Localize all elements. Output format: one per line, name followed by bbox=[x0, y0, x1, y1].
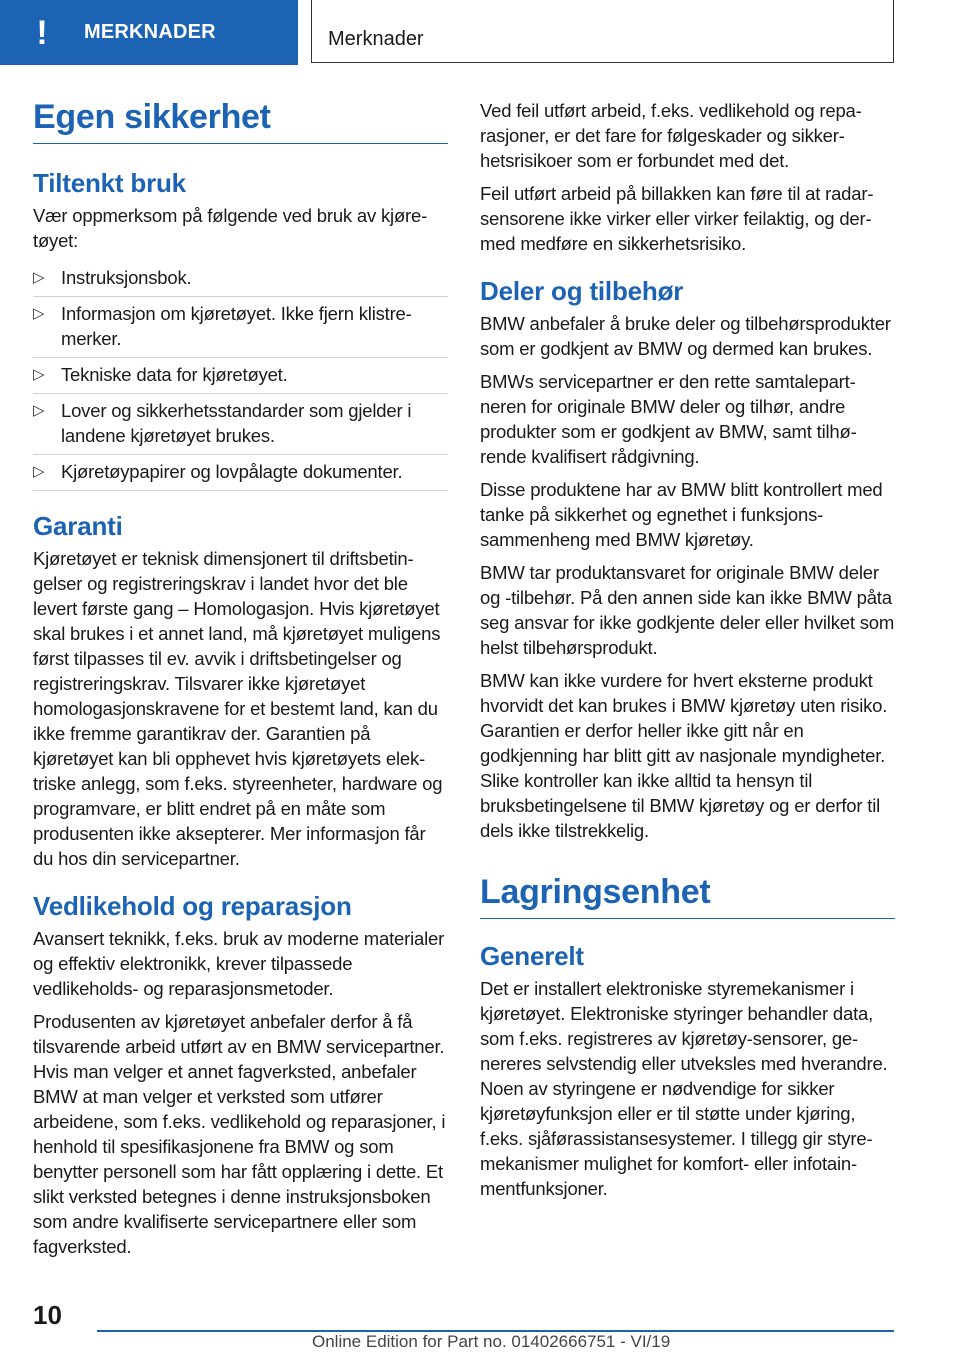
paragraph: BMWs servicepartner er den rette samtalepartneren for originale BMW deler og tilhør, andre produkter som er godkjent av BMW, samt tilhørende kvalifisert rådgivning. bbox=[480, 371, 857, 467]
paragraph: Produsenten av kjøretøyet anbefaler derfor å få tilsvarende arbeid utført av en BMW servicepartner. Hvis man velger et annet fagverksted, anbefaler BMW at man velger et verksted som utfører arbeidene, som f.eks. vedlikehold og reparasjoner, i henhold til spesifikasjonene fra BMW og som benytter personell som har fått opplæring i dette. Et slikt verksted betegnes i denne instruksjonsboken som andre kvalifiserte servicepartnere eller som fagverksted. bbox=[33, 1011, 446, 1257]
list-item: ▷ Lover og sikkerhetsstandarder som gjelder i landene kjøretøyet brukes. bbox=[33, 394, 448, 455]
heading-deler-og-tilbehor: Deler og tilbehør bbox=[480, 276, 684, 306]
paragraph: Feil utført arbeid på billakken kan føre til at radarsensorene ikke virker eller virker feilaktig, og dermed medføre en sikkerhetsrisiko. bbox=[480, 183, 874, 254]
list-item: ▷ Kjøretøypapirer og lovpålagte dokumenter. bbox=[33, 455, 448, 491]
paragraph: BMW kan ikke vurdere for hvert eksterne produkt hvorvidt det kan brukes i BMW kjøretøy uten risiko. Garantien er derfor heller ikke gitt når en godkjenning har blitt gitt av nasjonale myndigheter. Slike kontroller kan ikke alltid ta hensyn til bruksbetingelsene til BMW kjøretøy og er derfor til dels ikke tilstrekkelig. bbox=[480, 670, 888, 841]
paragraph: BMW tar produktansvaret for originale BMW deler og -tilbehør. På den annen side kan ikke BMW påta seg ansvar for ikke godkjente deler eller hvilket som helst tilbehørsprodukt. bbox=[480, 562, 895, 658]
paragraph: Disse produktene har av BMW blitt kontrollert med tanke på sikkerhet og egnethet i funksjonssammenheng med BMW kjøretøy. bbox=[480, 479, 883, 550]
paragraph: BMW anbefaler å bruke deler og tilbehørsprodukter som er godkjent av BMW og dermed kan brukes. bbox=[480, 313, 891, 359]
page-number: 10 bbox=[33, 1300, 62, 1330]
list-item: ▷ Informasjon om kjøretøyet. Ikke fjern klistremerker. bbox=[33, 297, 448, 358]
exclamation-icon: ! bbox=[36, 13, 48, 52]
heading-vedlikehold: Vedlikehold og reparasjon bbox=[33, 891, 352, 921]
footer-edition-text: Online Edition for Part no. 01402666751 - VI/19 bbox=[312, 1332, 671, 1351]
breadcrumb: Merknader bbox=[311, 0, 894, 63]
paragraph: Kjøretøyet er teknisk dimensjonert til driftsbetingelser og registreringskrav i landet hvor det ble levert første gang – Homologasjon. Hvis kjøretøyet skal brukes i et annet land, må kjøretøyet muligens først tilpasses til ev. avvik i driftsbetingelser og registreringskrav. Tilsvarer ikke kjøretøyet homologasjonskravene for et bestemt land, kan du ikke fremme garantikrav der. Garantien på kjøretøyet kan bli opphevet hvis kjøretøyets elektriske anlegg, som f.eks. styreenheter, hardware og programvare, er blitt endret på en måte som produsenten ikke aksepterer. Mer informasjon får du hos din servicepartner. bbox=[33, 548, 443, 869]
heading-tiltenkt-bruk: Tiltenkt bruk bbox=[33, 168, 186, 198]
paragraph: Det er installert elektroniske styremekanismer i kjøretøyet. Elektroniske styringer behandler data, som f.eks. registreres av kjøretøy-sensorer, genereres selvstendig eller utveksles med hverandre. Noen av styringene er nødvendige for sikker kjøretøyfunksjon eller er til støtte under kjøring, f.eks. sjåførassistansesystemer. I tillegg gir styremekanismer mulighet for komfort- eller infotainmentfunksjoner. bbox=[480, 978, 888, 1199]
heading-generelt: Generelt bbox=[480, 941, 584, 971]
bullet-list bbox=[33, 261, 448, 491]
paragraph: Ved feil utført arbeid, f.eks. vedlikehold og reparasjoner, er det fare for følgeskader og sikkerhetsrisikoer som er forbundet med det. bbox=[480, 100, 862, 171]
heading-garanti: Garanti bbox=[33, 511, 123, 541]
list-item: ▷ Tekniske data for kjøretøyet. bbox=[33, 358, 448, 394]
right-column bbox=[480, 98, 895, 1209]
chapter-tab bbox=[0, 0, 298, 65]
paragraph: Vær oppmerksom på følgende ved bruk av kjøretøyet: bbox=[33, 205, 428, 251]
list-item: ▷ Instruksjonsbok. bbox=[33, 261, 448, 297]
paragraph: Avansert teknikk, f.eks. bruk av moderne materialer og effektiv elektronikk, krever tilpassede vedlikeholds- og reparasjonsmetoder. bbox=[33, 928, 445, 999]
left-column bbox=[33, 98, 448, 1267]
section-title-lagringsenhet: Lagringsenhet bbox=[480, 873, 895, 919]
section-title-egen-sikkerhet: Egen sikkerhet bbox=[33, 98, 448, 144]
chapter-tab-label: MERKNADER bbox=[84, 21, 216, 43]
